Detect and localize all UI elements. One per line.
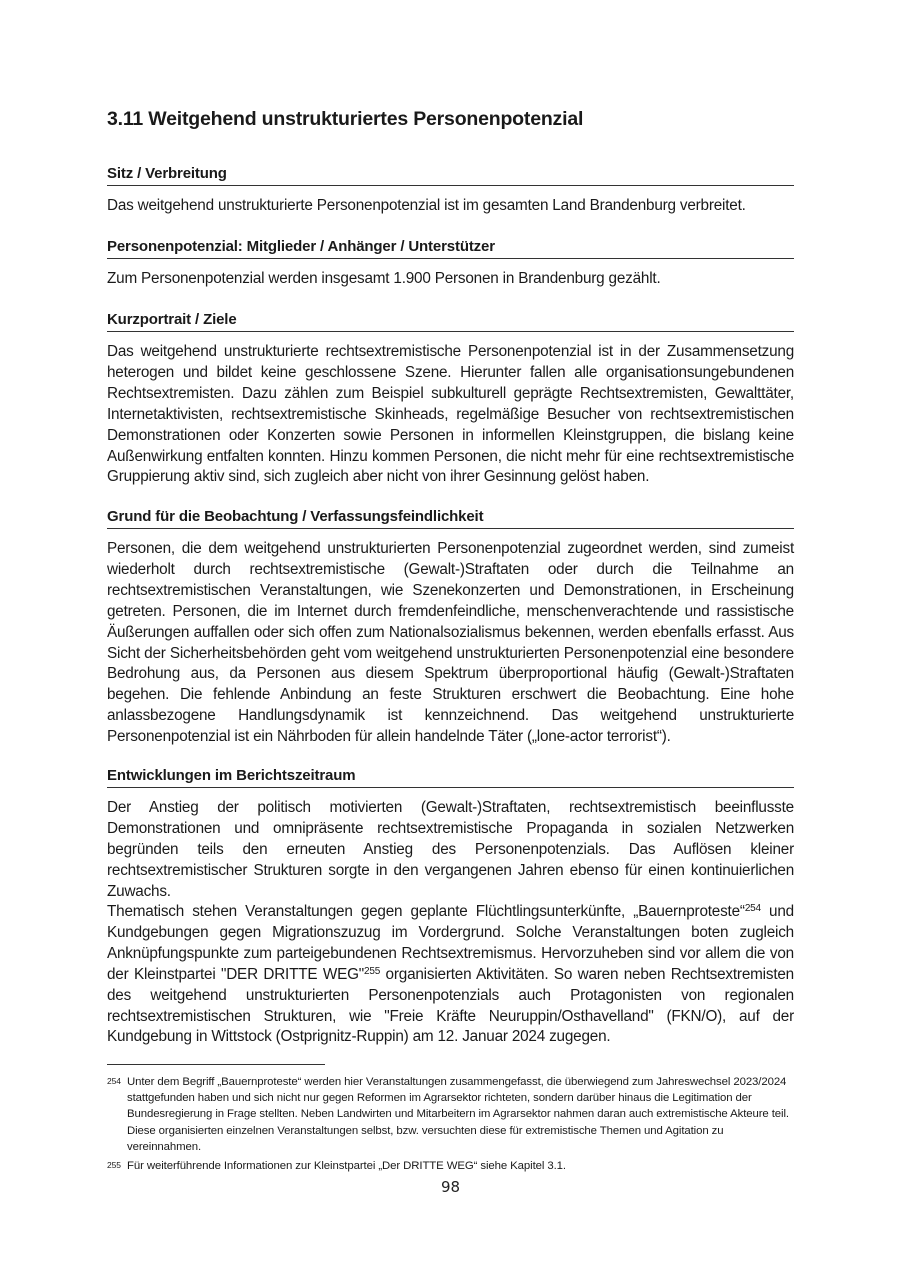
footnote-text: Unter dem Begriff „Bauernproteste“ werden hier Veranstaltungen zusammengefasst, die überwiegend zum Jahreswechsel 2023/2024 stattgefunden haben und sich nicht nur gegen Reformen im Agrarsektor richteten, sondern darüber hinaus die Legitimation der Bundesregierung in Frage stellten. Neben Landwirten und Mitarbeitern im Agrarsektor nahmen daran auch extremistische Akteure teil. Diese organisierten einzelnen Veranstaltungen selbst, bzw. versuchten diese für extremistische Themen und Agitation zu vereinnahmen. [127, 1076, 789, 1153]
footnote-255 [107, 1158, 794, 1174]
section-text-sitz: Das weitgehend unstrukturierte Personenpotenzial ist im gesamten Land Brandenburg verbreitet. [107, 197, 746, 214]
paragraph-part: und Kundgebungen gegen Migrationszuzug im Vordergrund. Solche Veranstaltungen boten zugleich Anknüpfungspunkte zum parteigebundenen Rechtsextremismus. Hervorzuheben sind vor allem die von der Kleinstpartei "DER DRITTE WEG" [107, 903, 794, 983]
section-heading-entwicklungen: Entwicklungen im Berichtszeitraum [107, 767, 794, 788]
footnote-number: 254 [107, 1076, 121, 1086]
footnote-divider [107, 1064, 325, 1065]
section-heading-sitz: Sitz / Verbreitung [107, 165, 794, 186]
section-text-entwicklungen-1: Der Anstieg der politisch motivierten (Gewalt-)Straftaten, rechtsextremistisch beeinflusste Demonstrationen und omnipräsente rechtsextremistische Propaganda in sozialen Netzwerken begründen teils den erneuten Anstieg des Personenpotenzials. Das Auflösen kleiner rechtsextremistischer Strukturen sorgte in den vergangenen Jahren ebenso für einen kontinuierlichen Zuwachs. [107, 799, 794, 900]
section-text-entwicklungen-2 [107, 902, 794, 1048]
section-heading-grund: Grund für die Beobachtung / Verfassungsfeindlichkeit [107, 508, 794, 529]
footnote-reference-254[interactable]: 254 [744, 903, 761, 914]
paragraph-part: Thematisch stehen Veranstaltungen gegen geplante Flüchtlingsunterkünfte, „Bauernproteste“ [107, 903, 745, 920]
footnote-254 [107, 1074, 794, 1155]
section-text-personenpotenzial: Zum Personenpotenzial werden insgesamt 1.900 Personen in Brandenburg gezählt. [107, 270, 661, 287]
footnote-reference-255[interactable]: 255 [364, 965, 381, 977]
page-number: 98 [440, 1178, 461, 1196]
footnote-number: 255 [107, 1160, 121, 1170]
chapter-title: 3.11 Weitgehend unstrukturiertes Personenpotenzial [107, 108, 584, 130]
section-heading-kurzportrait: Kurzportrait / Ziele [107, 311, 794, 332]
section-text-grund: Personen, die dem weitgehend unstrukturierten Personenpotenzial zugeordnet werden, sind zumeist wiederholt durch rechtsextremistische (Gewalt-)Straftaten oder durch die Teilnahme an rechtsextremistischen Veranstaltungen, wie Szenekonzerten und Demonstrationen, in Erscheinung getreten. Personen, die im Internet durch fremdenfeindliche, menschenverachtende und rassistische Äußerungen auffallen oder sich offen zum Nationalsozialismus bekennen, werden ebenfalls erfasst. Aus Sicht der Sicherheitsbehörden geht vom weitgehend unstrukturierten Personenpotenzial eine besondere Bedrohung aus, da Personen aus diesem Spektrum überproportional häufig (Gewalt-)Straftaten begehen. Die fehlende Anbindung an feste Strukturen erschwert die Beobachtung. Eine hohe anlassbezogene Handlungsdynamik ist kennzeichnend. Das weitgehend unstrukturierte Personenpotenzial ist ein Nährboden für allein handelnde Täter („lone-actor terrorist“). [107, 540, 794, 746]
section-text-kurzportrait: Das weitgehend unstrukturierte rechtsextremistische Personenpotenzial ist in der Zusammensetzung heterogen und bildet keine geschlossene Szene. Hierunter fallen alle organisationsungebundenen Rechtsextremisten. Dazu zählen zum Beispiel subkulturell geprägte Rechtsextremisten, Gewalttäter, Internetaktivisten, rechtsextremistische Skinheads, regelmäßige Besucher von rechtsextremistischen Demonstrationen oder Konzerten sowie Personen in informellen Kleinstgruppen, die bislang keine Außenwirkung entfalten konnten. Hinzu kommen Personen, die nicht mehr für eine rechtsextremistische Gruppierung aktiv sind, sich zugleich aber nicht von ihrer Gesinnung gelöst haben. [107, 343, 794, 486]
paragraph-part: organisierten Aktivitäten. So waren neben Rechtsextremisten des weitgehend unstrukturierten Personenpotenzials auch Protagonisten von regionalen rechtsextremistischen Strukturen, wie "Freie Kräfte Neuruppin/Osthavelland" (FKN/O), auf der Kundgebung in Wittstock (Ostprignitz-Ruppin) am 12. Januar 2024 zugegen. [107, 965, 794, 1046]
footnote-text: Für weiterführende Informationen zur Kleinstpartei „Der DRITTE WEG“ siehe Kapitel 3.1. [127, 1160, 566, 1172]
section-heading-personenpotenzial: Personenpotenzial: Mitglieder / Anhänger / Unterstützer [107, 238, 794, 259]
